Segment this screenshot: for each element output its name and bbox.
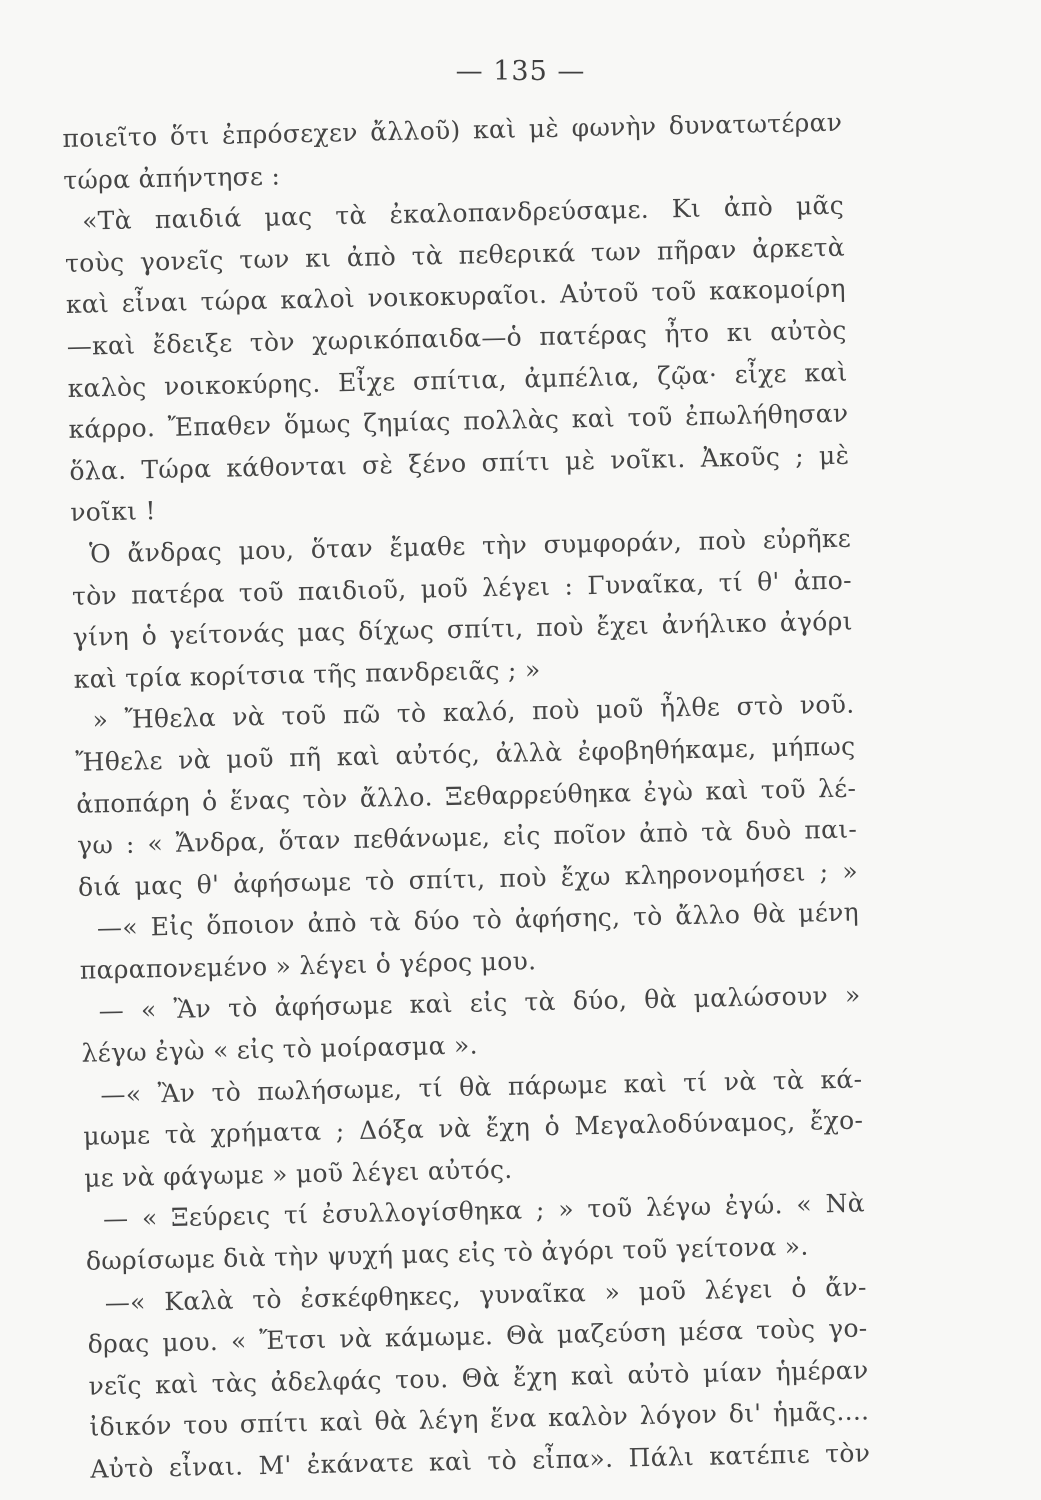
text-line: Αὐτὸ εἶναι. Μ' ἐκάνατε καὶ τὸ εἶπα». Πάλι κατέπιε τὸν [90,1438,871,1484]
text-line: γίνη ὁ γείτονάς μας δίχως σπίτι, ποὺ ἔχει ἀνήλικο ἀγόρι [72,606,854,653]
text-line: —« Ἂν τὸ πωλήσωμε, τί θὰ πάρωμε καὶ τί νὰ τὰ κά- [100,1064,863,1110]
text-line: με νὰ φάγωμε » μοῦ λέγει αὐτός. [83,1154,513,1193]
body-text [62,102,871,1491]
text-line: Ὁ ἄνδρας μου, ὅταν ἔμαθε τὴν συμφοράν, ποὺ εὐρῆκε [88,523,852,569]
text-line: » Ἤθελα νὰ τοῦ πῶ τὸ καλό, ποὺ μοῦ ἦλθε στὸ νοῦ. [92,689,855,735]
text-line: —« Καλὰ τὸ ἐσκέφθηκες, γυναῖκα » μοῦ λέγει ὁ ἄν- [104,1272,867,1317]
text-line: μωμε τὰ χρήματα ; Δόξα νὰ ἔχη ὁ Μεγαλοδύναμος, ἔχο- [83,1105,864,1152]
text-line: καὶ τρία κορίτσια τῆς πανδρειᾶς ; » [73,654,541,694]
text-line: κάρρο. Ἔπαθεν ὅμως ζημίας πολλὰς καὶ τοῦ ἐπωλήθησαν [68,398,849,445]
text-line: γω : « Ἄνδρα, ὅταν πεθάνωμε, εἰς ποῖον ἀπὸ τὰ δυὸ παι- [76,814,858,860]
text-line: παραπονεμένο » λέγει ὁ γέρος μου. [79,946,537,985]
text-line: καλὸς νοικοκύρης. Εἶχε σπίτια, ἀμπέλια, ζῷα· εἶχε καὶ [67,357,848,403]
text-line: τὸν πατέρα τοῦ παιδιοῦ, μοῦ λέγει : Γυναῖκα, τί θ' ἀπο- [71,565,853,611]
text-line: — « Ἂν τὸ ἀφήσωμε καὶ εἰς τὰ δύο, θὰ μαλώσουν » [98,980,861,1026]
text-line: νοῖκι ! [69,496,157,528]
text-line: «Τὰ παιδιά μας τὰ ἐκαλοπανδρεύσαμε. Κι ἀπὸ μᾶς [81,190,845,236]
text-line: ποιεῖτο ὅτι ἐπρόσεχεν ἄλλοῦ) καὶ μὲ φωνὴν δυνατωτέραν [62,107,843,153]
text-line: — « Ξεύρεις τί ἐσυλλογίσθηκα ; » τοῦ λέγω ἐγώ. « Νὰ [102,1188,866,1234]
text-line: ὅλα. Τώρα κάθονται σὲ ξένο σπίτι μὲ νοῖκι. Ἀκοῦς ; μὲ [69,440,850,486]
text-line: δωρίσωμε διὰ τὴν ψυχή μας εἰς τὸ ἀγόρι τοῦ γείτονα ». [85,1231,809,1276]
text-line: τοὺς γονεῖς των κι ἀπὸ τὰ πεθερικά των πῆραν ἀρκετὰ [64,232,846,278]
text-line: δρας μου. « Ἔτσι νὰ κάμωμε. Θὰ μαζεύση μέσα τοὺς γο- [87,1313,868,1359]
text-line: ἰδικόν του σπίτι καὶ θὰ λέγη ἕνα καλὸν λόγον δι' ἡμᾶς.... [89,1396,870,1443]
text-line: τώρα ἀπήντησε : [62,161,281,195]
text-line: Ἤθελε νὰ μοῦ πῆ καὶ αὐτός, ἀλλὰ ἐφοβηθήκαμε, μήπως [75,731,856,777]
text-line: διά μας θ' ἀφήσωμε τὸ σπίτι, ποὺ ἔχω κληρονομήσει ; » [77,856,859,902]
text-line: λέγω ἐγὼ « εἰς τὸ μοίρασμα ». [81,1030,479,1068]
text-line: ἀποπάρη ὁ ἕνας τὸν ἄλλο. Ξεθαρρεύθηκα ἐγὼ καὶ τοῦ λέ- [76,773,857,819]
text-line: —« Εἰς ὅποιον ἀπὸ τὰ δύο τὸ ἀφήσης, τὸ ἄλλο θὰ μένη [96,897,860,943]
text-line: καὶ εἶναι τώρα καλοὶ νοικοκυραῖοι. Αὐτοῦ τοῦ κακομοίρη [65,274,847,320]
text-line: —καὶ ἔδειξε τὸν χωρικόπαιδα—ὁ πατέρας ἦτο κι αὐτὸς [66,315,847,361]
page-number: — 135 — [455,56,586,87]
text-line: νεῖς καὶ τὰς ἀδελφάς του. Θὰ ἔχη καὶ αὐτὸ μίαν ἡμέραν [88,1355,869,1401]
